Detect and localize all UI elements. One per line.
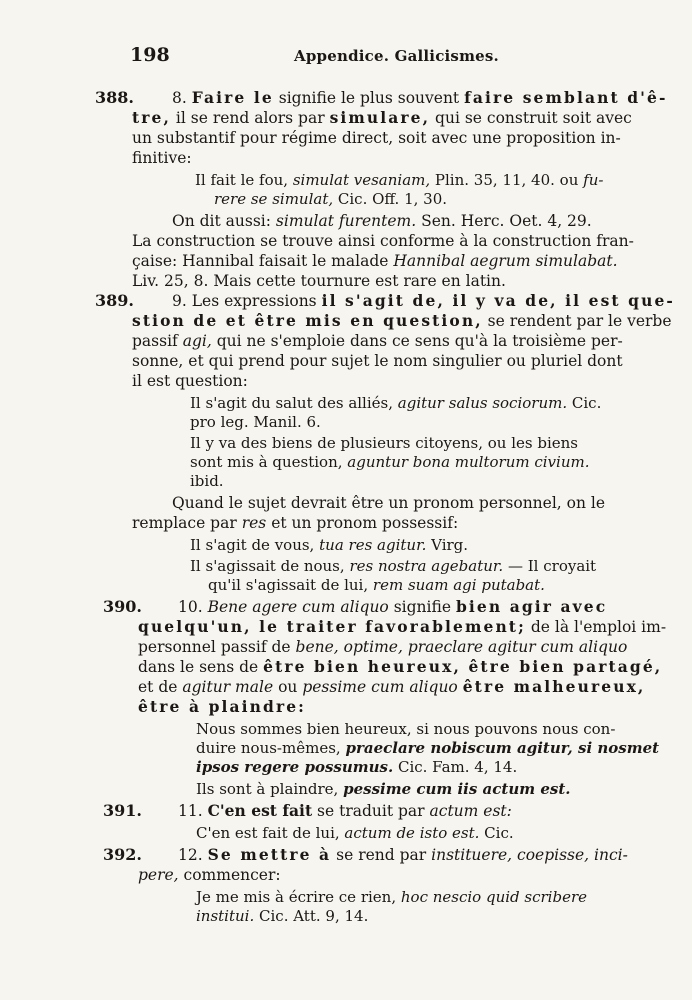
text-line: finitive: — [132, 149, 192, 167]
example-line: duire nous-mêmes, praeclare nobiscum agitur, si nosmet — [196, 739, 660, 757]
example-line: ibid. — [190, 472, 224, 490]
example-line: Nous sommes bien heureux, si nous pouvons nous con- — [196, 720, 616, 738]
example-line: ipsos regere possumus. Cic. Fam. 4, 14. — [196, 758, 518, 776]
example-line: C'en est fait de lui, actum de isto est. Cic. — [196, 824, 514, 842]
example-line: Il s'agit du salut des alliés, agitur salus sociorum. Cic. — [190, 394, 602, 412]
text-line: çaise: Hannibal faisait le malade Hannibal aegrum simulabat. — [132, 252, 618, 270]
example-line: pro leg. Manil. 6. — [190, 413, 321, 431]
text-line: 8. Faire le signifie le plus souvent faire semblant d'ê- — [172, 88, 668, 107]
text-line: un substantif pour régime direct, soit avec une proposition in- — [132, 129, 621, 147]
text-line: personnel passif de bene, optime, praeclare agitur cum aliquo — [138, 638, 628, 656]
example-line: institui. Cic. Att. 9, 14. — [196, 907, 369, 925]
entry-number: 390. — [103, 597, 142, 616]
text-line: sonne, et qui prend pour sujet le nom singulier ou pluriel dont — [132, 352, 623, 370]
text-line: Liv. 25, 8. Mais cette tournure est rare en latin. — [132, 272, 506, 290]
example-line: Il s'agit de vous, tua res agitur. Virg. — [190, 536, 469, 554]
entry-number: 392. — [103, 845, 142, 864]
text-line: tre, il se rend alors par simulare, qui se construit soit avec — [132, 108, 632, 127]
text-line: quelqu'un, le traiter favorablement; de là l'emploi im- — [138, 617, 667, 636]
example-line: Ils sont à plaindre, pessime cum iis actum est. — [196, 780, 571, 798]
example-line: Il y va des biens de plusieurs citoyens, ou les biens — [190, 434, 578, 452]
text-line: il est question: — [132, 372, 248, 390]
example-line: Il s'agissait de nous, res nostra agebatur. — Il croyait — [190, 557, 597, 575]
entry-number: 391. — [103, 801, 142, 820]
text-line: 12. Se mettre à se rend par instituere, coepisse, inci- — [178, 845, 628, 864]
text-line: La construction se trouve ainsi conforme à la construction fran- — [132, 232, 634, 250]
text-line: 10. Bene agere cum aliquo signifie bien agir avec — [178, 597, 608, 616]
text-line: Quand le sujet devrait être un pronom personnel, on le — [172, 494, 606, 512]
text-line: remplace par res et un pronom possessif: — [132, 514, 459, 532]
page-number: 198 — [130, 44, 170, 66]
example-line: Je me mis à écrire ce rien, hoc nescio quid scribere — [196, 888, 588, 906]
text-line: 9. Les expressions il s'agit de, il y va de, il est que- — [172, 291, 675, 310]
page-header — [130, 44, 640, 68]
text-line: pere, commencer: — [138, 866, 281, 884]
example-line: qu'il s'agissait de lui, rem suam agi putabat. — [208, 576, 545, 594]
text-line: stion de et être mis en question, se rendent par le verbe — [132, 311, 672, 330]
text-line: passif agi, qui ne s'emploie dans ce sens qu'à la troisième per- — [132, 332, 623, 350]
example-line: Il fait le fou, simulat vesaniam, Plin. 35, 11, 40. ou fu- — [195, 171, 604, 189]
example-line: sont mis à question, aguntur bona multorum civium. — [190, 453, 590, 471]
text-line: 11. C'en est fait se traduit par actum est: — [178, 801, 512, 820]
text-line: dans le sens de être bien heureux, être bien partagé, — [138, 657, 663, 676]
entry-number: 388. — [95, 88, 134, 107]
entry-number: 389. — [95, 291, 134, 310]
text-line: être à plaindre: — [138, 697, 306, 716]
text-line: et de agitur male ou pessime cum aliquo être malheureux, — [138, 677, 646, 696]
running-title: Appendice. Gallicismes. — [294, 47, 499, 65]
example-line: rere se simulat, Cic. Off. 1, 30. — [214, 190, 448, 208]
text-line: On dit aussi: simulat furentem. Sen. Herc. Oet. 4, 29. — [172, 212, 592, 230]
